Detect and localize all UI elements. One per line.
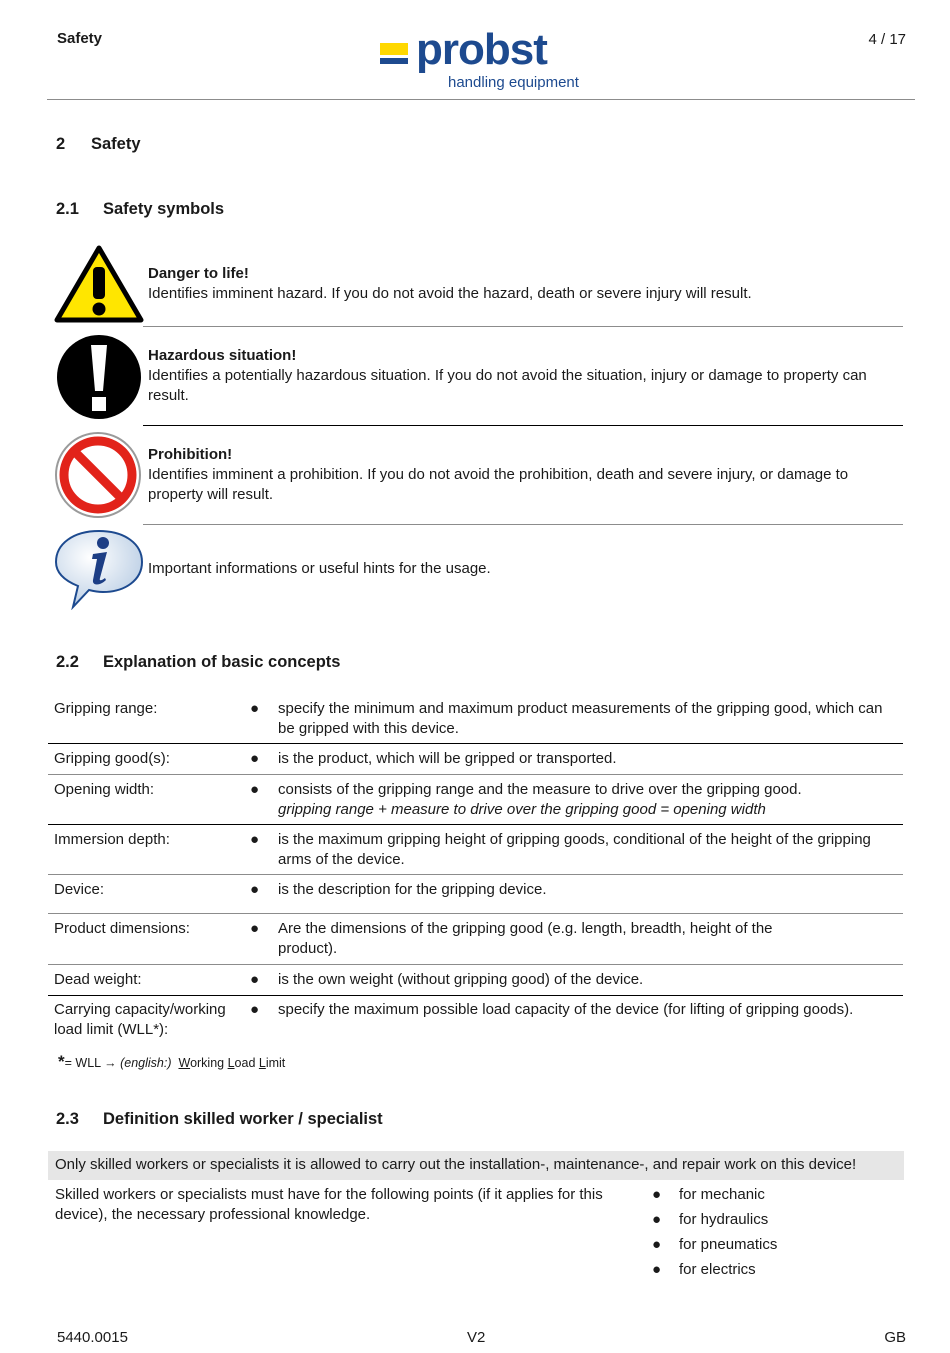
table-divider <box>48 995 903 996</box>
bullet: ● <box>250 750 260 767</box>
probst-logo <box>378 25 593 95</box>
section-heading-2-2 <box>56 653 340 672</box>
symbol-divider <box>143 425 903 426</box>
section-title: Definition skilled worker / specialist <box>103 1110 383 1128</box>
table-divider <box>48 824 903 825</box>
symbol-description <box>148 264 898 304</box>
symbol-text: Identifies a potentially hazardous situation. If you do not avoid the situation, injury or damage to property can result. <box>148 367 867 404</box>
concept-definition: specify the maximum possible load capacity of the device (for lifting of gripping goods). <box>278 1001 854 1018</box>
skilled-worker-text: Skilled workers or specialists must have for the following points (if it applies for this device), the necessary professional knowledge. <box>55 1186 603 1223</box>
wll-footnote: *= WLL → (english:) Working Load Limit <box>58 1052 286 1071</box>
symbol-title: Danger to life! <box>148 265 249 282</box>
concept-term: Opening width: <box>54 781 155 798</box>
concept-definition: is the description for the gripping device. <box>278 881 547 898</box>
section-title: Explanation of basic concepts <box>103 653 341 671</box>
section-number: 2 <box>56 135 66 153</box>
concept-term: Carrying capacity/working load limit (WLL*): <box>54 1001 226 1038</box>
list-item-label: for pneumatics <box>679 1236 778 1253</box>
opening-width-formula: gripping range + measure to drive over the gripping good = opening width <box>278 801 766 818</box>
concept-definition <box>278 780 898 820</box>
section-number: 2.2 <box>56 653 79 671</box>
concept-definition: specify the minimum and maximum product measurements of the gripping good, which can be gripped with this device. <box>278 700 883 737</box>
table-divider <box>48 964 903 965</box>
symbol-divider <box>143 326 903 327</box>
symbol-title: Hazardous situation! <box>148 347 297 364</box>
header-title: Safety <box>57 30 103 47</box>
table-divider <box>48 743 903 744</box>
arrow-icon: → <box>104 1056 117 1070</box>
notice-text: Only skilled workers or specialists it is allowed to carry out the installation-, maintenance-, and repair work on this device! <box>55 1156 857 1173</box>
prohibition-icon <box>54 431 142 519</box>
bullet: ● <box>250 781 260 798</box>
concept-text: consists of the gripping range and the measure to drive over the gripping good. <box>278 781 802 798</box>
symbol-divider <box>143 524 903 525</box>
symbol-title: Prohibition! <box>148 446 233 463</box>
bullet: ● <box>652 1261 662 1278</box>
table-divider <box>48 774 903 775</box>
section-heading-2-1 <box>56 200 224 219</box>
logo-tagline: handling equipment <box>448 74 579 91</box>
concept-definition: is the product, which will be gripped or transported. <box>278 750 617 767</box>
section-heading-2-3 <box>56 1110 383 1129</box>
concept-term: Immersion depth: <box>54 831 170 848</box>
concept-term: Dead weight: <box>54 971 142 988</box>
concept-term: Product dimensions: <box>54 920 190 937</box>
bullet: ● <box>250 1001 260 1018</box>
section-number: 2.1 <box>56 200 79 218</box>
symbol-text: Identifies imminent hazard. If you do not avoid the hazard, death or severe injury will result. <box>148 285 752 302</box>
bullet: ● <box>652 1236 662 1253</box>
exclamation-circle-icon <box>55 333 143 421</box>
document-number: 5440.0015 <box>57 1329 128 1346</box>
logo-mark-icon <box>380 43 408 63</box>
concept-term: Device: <box>54 881 105 898</box>
concept-term: Gripping good(s): <box>54 750 170 767</box>
concept-term: Gripping range: <box>54 700 158 717</box>
section-heading-2 <box>56 135 141 154</box>
list-item-label: for mechanic <box>679 1186 765 1203</box>
table-divider <box>48 913 903 914</box>
header-divider <box>47 99 915 100</box>
symbol-description <box>148 559 898 579</box>
bullet: ● <box>250 971 260 988</box>
bullet: ● <box>250 831 260 848</box>
table-divider <box>48 874 903 875</box>
page-number: 4 / 17 <box>868 31 906 48</box>
info-bubble-icon <box>53 528 145 610</box>
section-number: 2.3 <box>56 1110 79 1128</box>
skilled-worker-notice <box>48 1151 904 1180</box>
bullet: ● <box>652 1211 662 1228</box>
concept-definition: is the own weight (without gripping good) of the device. <box>278 971 644 988</box>
language-code: GB <box>884 1329 906 1346</box>
section-title: Safety symbols <box>103 200 225 218</box>
symbol-description <box>148 445 898 505</box>
section-title: Safety <box>91 135 141 153</box>
logo-wordmark: probst <box>416 25 547 74</box>
list-item-label: for hydraulics <box>679 1211 769 1228</box>
warning-triangle-icon <box>54 245 144 323</box>
version: V2 <box>467 1329 486 1346</box>
list-item-label: for electrics <box>679 1261 756 1278</box>
symbol-text: Important informations or useful hints for the usage. <box>148 560 491 577</box>
concept-definition: Are the dimensions of the gripping good (e.g. length, breadth, height of the product). <box>278 920 773 957</box>
bullet: ● <box>652 1186 662 1203</box>
symbol-description <box>148 346 898 406</box>
bullet: ● <box>250 700 260 717</box>
bullet: ● <box>250 881 260 898</box>
symbol-text: Identifies imminent a prohibition. If you do not avoid the prohibition, death and severe injury, or damage to property will result. <box>148 466 849 503</box>
bullet: ● <box>250 920 260 937</box>
concept-definition: is the maximum gripping height of gripping goods, conditional of the height of the gripping arms of the device. <box>278 831 871 868</box>
